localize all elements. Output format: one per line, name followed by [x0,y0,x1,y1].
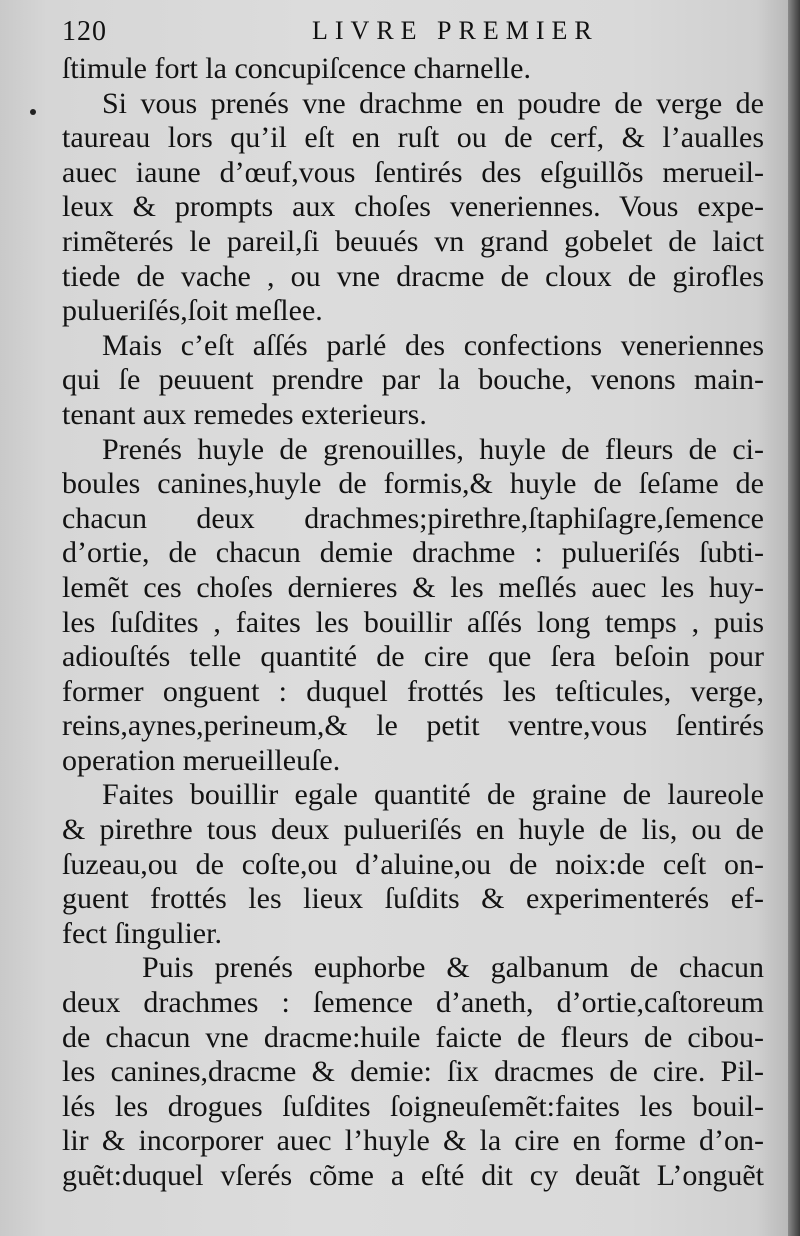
text-line: pulueriſés,ſoit meſlee. [62,294,323,328]
text-line: reins,aynes,perineum,& le petit ventre,vous ſentirés [62,709,764,743]
page-number: 120 [62,16,107,47]
text-line: Puis prenés euphorbe & galbanum de chacun [142,951,764,985]
text-line: Mais c’eſt aſſés parlé des confections veneriennes [102,328,764,362]
text-line: ſuzeau,ou de coſte,ou d’aluine,ou de noix:de ceſt on- [62,847,764,881]
text-line: lemẽt ces choſes dernieres & les meſlés auec les huy- [62,570,764,604]
text-line: Faites bouillir egale quantité de graine de laureole [102,778,764,812]
text-line: former onguent : duquel frottés les teſticules, verge, [62,674,764,708]
text-line: qui ſe peuuent prendre par la bouche, venons main- [62,363,764,397]
text-line: tenant aux remedes exterieurs. [62,397,427,431]
text-line: & pirethre tous deux pulueriſés en huyle de lis, ou de [62,813,764,847]
text-line: ſtimule fort la concupiſcence charnelle. [62,52,531,85]
text-line: leux & prompts aux choſes veneriennes. Vous expe- [62,190,764,224]
text-line: tiede de vache , ou vne dracme de cloux de girofles [62,259,764,293]
text-line: Prenés huyle de grenouilles, huyle de fleurs de ci- [102,432,764,466]
text-line: chacun deux drachmes;pirethre,ſtaphiſagre,ſemence [62,501,764,535]
page-header [62,16,762,52]
text-line: guẽt:duquel vſerés cõme a eſté dit cy deuãt L’onguẽt [62,1159,764,1192]
text-line: Si vous prenés vne drachme en poudre de verge de [102,86,764,120]
running-head: LIVRE PREMIER [312,16,599,45]
text-line: taureau lors qu’il eſt en ruſt ou de cerf, & l’aualles [62,121,764,155]
text-line: operation merueilleuſe. [62,743,341,777]
text-line: de chacun vne dracme:huile faicte de fleurs de cibou- [62,1020,764,1054]
text-line: lés les drogues ſuſdites ſoigneuſemẽt:faites les bouil- [62,1089,764,1123]
text-line: auec iaune d’œuf,vous ſentirés des eſguillõs merueil- [62,155,764,189]
text-line: deux drachmes : ſemence d’aneth, d’ortie,caſtoreum [62,986,764,1020]
text-line: rimẽterés le pareil,ſi beuués vn grand gobelet de laict [62,224,764,258]
text-line: les ſuſdites , faites les bouillir aſſés long temps , puis [62,605,764,639]
text-line: lir & incorporer auec l’huyle & la cire en forme d’on- [62,1124,764,1158]
text-line: boules canines,huyle de formis,& huyle de ſeſame de [62,467,764,501]
text-line: les canines,dracme & demie: ſix dracmes de cire. Pil- [62,1055,764,1089]
margin-dot [30,109,36,115]
text-line: guent frottés les lieux ſuſdits & experimenterés ef- [62,882,764,916]
text-line: fect ſingulier. [62,916,222,950]
text-line: adiouſtés telle quantité de cire que ſera beſoin pour [62,640,764,674]
book-spine-shadow [788,0,800,1236]
body-text [62,52,764,1194]
text-line: d’ortie, de chacun demie drachme : pulueriſés ſubti- [62,536,764,570]
